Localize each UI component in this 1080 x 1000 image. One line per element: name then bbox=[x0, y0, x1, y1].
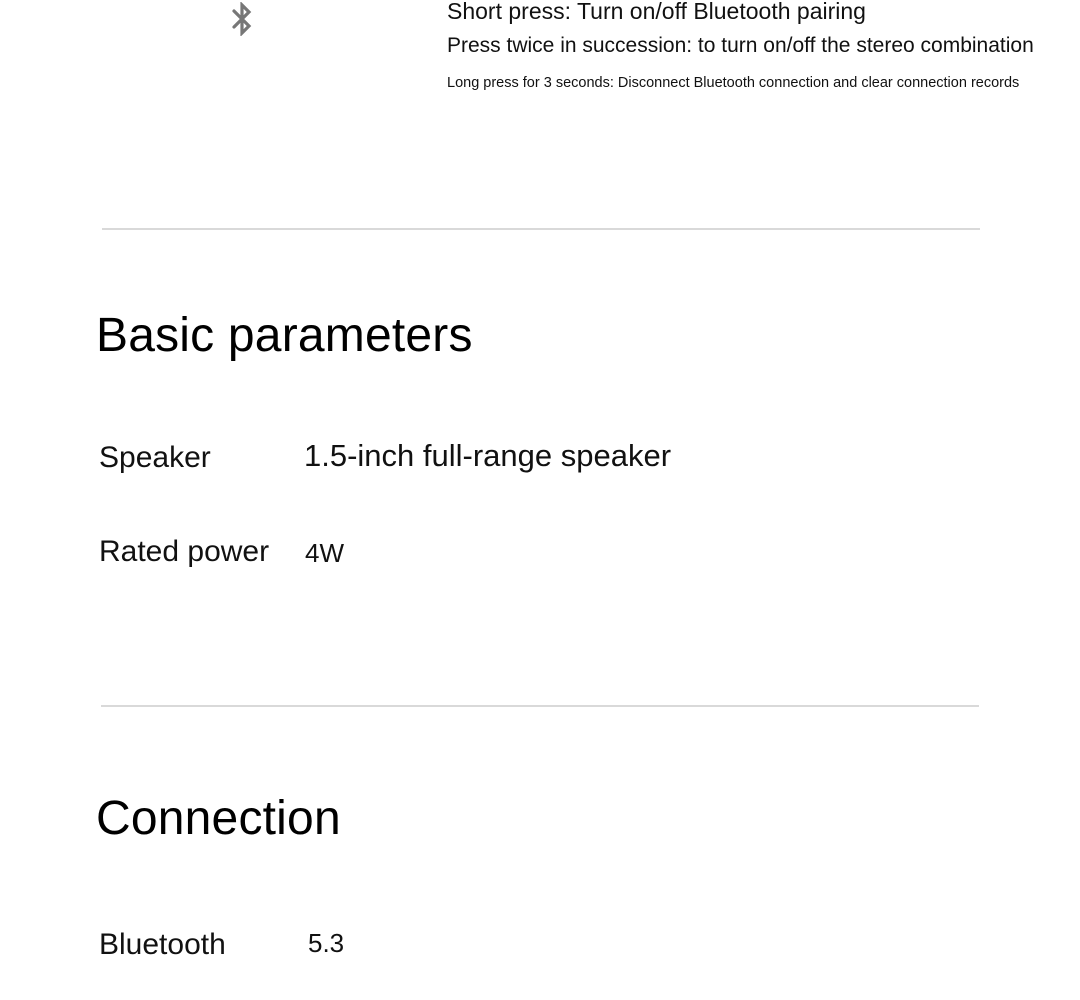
rated-power-value: 4W bbox=[305, 538, 344, 568]
section-divider bbox=[102, 228, 980, 230]
connection-heading: Connection bbox=[96, 792, 341, 845]
bluetooth-version-value: 5.3 bbox=[308, 928, 345, 958]
basic-parameters-heading: Basic parameters bbox=[96, 309, 473, 362]
section-divider bbox=[101, 705, 979, 707]
rated-power-label: Rated power bbox=[99, 535, 270, 568]
long-press-instruction: Long press for 3 seconds: Disconnect Bluetooth connection and clear connection records bbox=[447, 75, 1020, 91]
speaker-label: Speaker bbox=[99, 441, 211, 474]
bluetooth-label: Bluetooth bbox=[99, 928, 226, 961]
bluetooth-icon bbox=[229, 2, 255, 36]
short-press-instruction: Short press: Turn on/off Bluetooth pairing bbox=[447, 0, 866, 24]
press-twice-instruction: Press twice in succession: to turn on/off the stereo combination bbox=[447, 34, 1034, 57]
speaker-value: 1.5-inch full-range speaker bbox=[304, 438, 672, 473]
